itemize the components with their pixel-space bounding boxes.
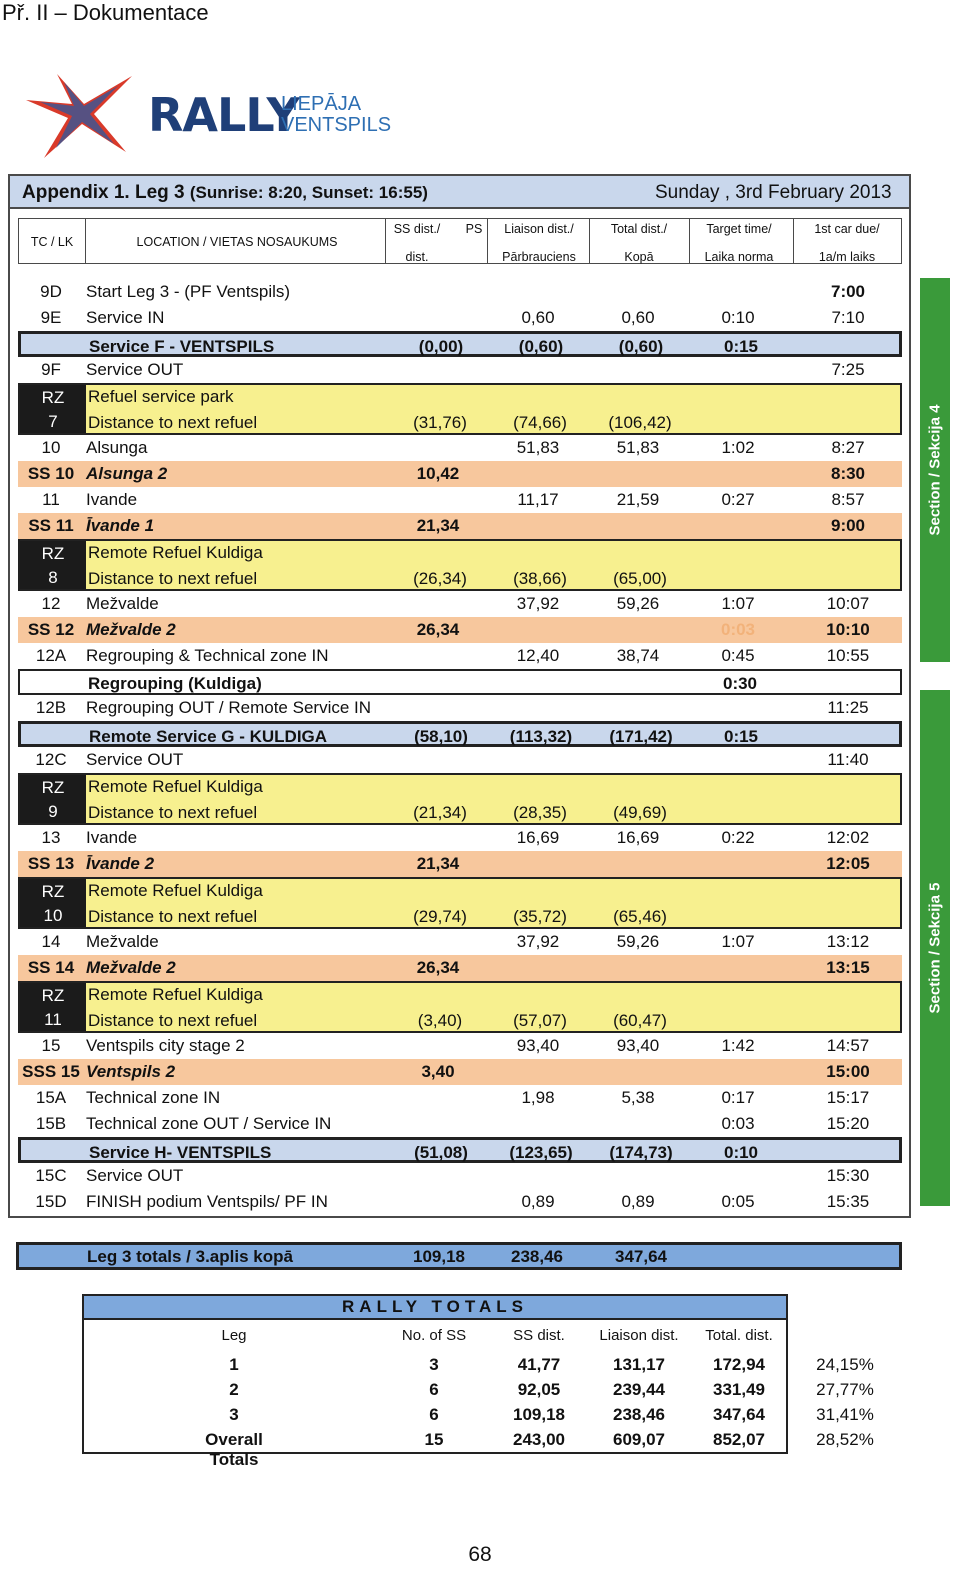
rally-totals-cell: 172,94: [713, 1355, 765, 1374]
column-headers: [18, 218, 902, 264]
rally-totals-row: [84, 1352, 786, 1378]
target-time: 1:07: [721, 932, 755, 951]
target-time: 0:10: [721, 308, 755, 327]
col-total-1: Total dist./: [610, 222, 668, 236]
location: Service H- VENTSPILS: [89, 1143, 272, 1162]
time-control-row: [18, 695, 902, 721]
leg-totals-bar: [16, 1242, 902, 1270]
ss-dist: 21,34: [416, 516, 460, 535]
rz-ss-dist: (31,76): [413, 413, 467, 432]
first-car-due: 10:55: [826, 646, 870, 665]
location: Service OUT: [86, 750, 184, 769]
location: Regrouping OUT / Remote Service IN: [86, 698, 372, 717]
rz-liaison-dist: (35,72): [513, 907, 567, 926]
time-control-row: [18, 643, 902, 669]
rally-totals-cell: 131,17: [613, 1355, 665, 1374]
tc-code: 10: [41, 438, 61, 457]
first-car-due: 15:17: [826, 1088, 870, 1107]
tc-code: 12C: [35, 750, 67, 769]
logo-rally-text: RALLY: [148, 88, 299, 142]
col-location: LOCATION / VIETAS NOSAUKUMS: [136, 235, 338, 249]
ss-dist: 21,34: [416, 854, 460, 873]
col-total-2: Kopā: [624, 250, 654, 264]
target-time: 0:10: [723, 1143, 759, 1162]
location: Alsunga: [86, 438, 148, 457]
target-time: 0:30: [722, 674, 758, 693]
time-control-row: [18, 1085, 902, 1111]
refuel-zone-row: [18, 981, 902, 1033]
first-car-due: 13:12: [826, 932, 870, 951]
rz-distance-label: Distance to next refuel: [88, 907, 258, 926]
first-car-due: 11:40: [827, 750, 869, 769]
tc-code: 15: [41, 1036, 61, 1055]
col-liaison-2: Pārbrauciens: [502, 250, 576, 264]
target-time: 1:02: [721, 438, 755, 457]
rz-code: RZ: [41, 778, 65, 797]
rz-total-dist: (65,46): [613, 907, 667, 926]
rz-location: Remote Refuel Kuldiga: [88, 985, 263, 1004]
tc-code: 11: [42, 490, 60, 509]
refuel-zone-tc: [20, 775, 86, 823]
logo-sub2: VENTSPILS: [281, 114, 392, 136]
first-car-due: 8:57: [831, 490, 865, 509]
location: Mežvalde: [86, 932, 159, 951]
col-target-2: Laika norma: [704, 250, 774, 264]
rz-total-dist: (49,69): [613, 803, 667, 822]
first-car-due: 7:00: [830, 282, 866, 301]
liaison-dist: 37,92: [516, 594, 560, 613]
location: Remote Service G - KULDIGA: [89, 727, 328, 746]
rally-star-icon: [22, 66, 152, 162]
tc-code: 12: [41, 594, 61, 613]
first-car-due: 7:25: [831, 360, 865, 379]
total-dist: (171,42): [609, 727, 673, 746]
tc-code: 9E: [40, 308, 62, 327]
tc-code: SS 12: [27, 620, 75, 639]
rz-code: RZ: [41, 986, 65, 1005]
refuel-zone-tc: [20, 541, 86, 589]
target-time: 0:27: [721, 490, 755, 509]
refuel-zone-row: [18, 877, 902, 929]
col-firstcar-1: 1st car due/: [814, 222, 880, 236]
col-target-1: Target time/: [706, 222, 772, 236]
refuel-zone-tc: [20, 983, 86, 1031]
location: Technical zone OUT / Service IN: [86, 1114, 332, 1133]
rz-total-dist: (65,00): [613, 569, 667, 588]
rz-ss-dist: (21,34): [413, 803, 467, 822]
first-car-due: 9:00: [830, 516, 866, 535]
total-dist: 21,59: [616, 490, 660, 509]
tc-code: 15B: [35, 1114, 67, 1133]
appendix-title: [22, 182, 428, 204]
liaison-dist: 93,40: [516, 1036, 560, 1055]
rz-location: Remote Refuel Kuldiga: [88, 777, 263, 796]
location: Ventspils 2: [86, 1062, 176, 1081]
tc-code: 12A: [35, 646, 67, 665]
rz-code: RZ: [41, 388, 65, 407]
location: Ivande: [86, 828, 138, 847]
liaison-dist: (113,32): [509, 727, 573, 746]
liaison-dist: 51,83: [516, 438, 560, 457]
logo-sub1: LIEPĀJA: [281, 93, 362, 115]
rz-location: Remote Refuel Kuldiga: [88, 881, 263, 900]
section-4-bar: [920, 278, 950, 662]
rally-totals-cell: 2: [229, 1380, 239, 1399]
time-control-row: [18, 357, 902, 383]
liaison-dist: 16,69: [516, 828, 560, 847]
rally-totals-row: [84, 1377, 786, 1403]
rz-ss-dist: (29,74): [413, 907, 467, 926]
rz-distance-label: Distance to next refuel: [88, 413, 258, 432]
ss-dist: (58,10): [414, 727, 468, 746]
target-time: 1:42: [721, 1036, 755, 1055]
liaison-dist: 0,60: [521, 308, 555, 327]
location: Start Leg 3 - (PF Ventspils): [86, 282, 291, 301]
rally-totals-cell: 3: [229, 1405, 239, 1424]
liaison-dist: 0,89: [521, 1192, 555, 1211]
first-car-due: 12:05: [826, 854, 870, 873]
rally-totals-cell: 15: [424, 1430, 444, 1449]
refuel-zone-row: [18, 539, 902, 591]
first-car-due: 15:30: [826, 1166, 870, 1185]
tc-code: 12B: [35, 698, 67, 717]
location: Mežvalde 2: [86, 958, 176, 977]
location: Technical zone IN: [86, 1088, 221, 1107]
location: Regrouping (Kuldiga): [88, 674, 262, 693]
liaison-dist: 37,92: [516, 932, 560, 951]
time-control-row: [18, 1163, 902, 1189]
rz-number: 8: [48, 568, 58, 587]
rz-liaison-dist: (74,66): [513, 413, 567, 432]
location: Service F - VENTSPILS: [89, 337, 275, 356]
rally-totals-percent: 31,41%: [816, 1405, 874, 1424]
first-car-due: 10:07: [826, 594, 870, 613]
section-5-label: Section / Sekcija 5: [926, 882, 944, 1014]
liaison-dist: 1,98: [521, 1088, 555, 1107]
time-control-row: [18, 305, 902, 331]
document-header: Př. II – Dokumentace: [2, 0, 209, 25]
leg-totals-liaison: 238,46: [511, 1247, 563, 1266]
rally-totals-cell: 41,77: [517, 1355, 561, 1374]
rally-totals-cell: 239,44: [613, 1380, 665, 1399]
target-time: 0:45: [721, 646, 755, 665]
target-time: 1:07: [721, 594, 755, 613]
first-car-due: 11:25: [827, 698, 869, 717]
total-dist: 16,69: [616, 828, 660, 847]
appendix-date: Sunday , 3rd February 2013: [655, 182, 892, 203]
rally-totals-cell: 347,64: [713, 1405, 765, 1424]
time-control-row: [18, 929, 902, 955]
special-stage-row: [18, 955, 902, 981]
first-car-due: 14:57: [826, 1036, 870, 1055]
location: Regrouping & Technical zone IN: [86, 646, 329, 665]
time-control-row: [18, 747, 902, 773]
refuel-zone-row: [18, 773, 902, 825]
total-dist: 93,40: [616, 1036, 660, 1055]
col-tc: TC / LK: [30, 235, 74, 249]
rz-liaison-dist: (28,35): [513, 803, 567, 822]
refuel-zone-tc: [20, 385, 86, 433]
tc-code: SS 13: [27, 854, 75, 873]
first-car-due: 13:15: [826, 958, 870, 977]
rally-totals-row: [84, 1402, 786, 1428]
time-control-row: [18, 591, 902, 617]
total-dist: (0,60): [618, 337, 664, 356]
refuel-zone-tc: [20, 879, 86, 927]
rz-distance-label: Distance to next refuel: [88, 1011, 258, 1030]
service-row: [18, 331, 902, 357]
rz-number: 10: [43, 906, 63, 925]
col-ps: PS: [465, 222, 483, 236]
tc-code: 9D: [40, 282, 62, 301]
target-time: 0:17: [721, 1088, 755, 1107]
first-car-due: 7:10: [831, 308, 865, 327]
first-car-due: 15:20: [826, 1114, 870, 1133]
tc-code: SS 11: [28, 516, 74, 535]
rz-liaison-dist: (57,07): [513, 1011, 567, 1030]
first-car-due: 15:35: [826, 1192, 870, 1211]
rz-distance-label: Distance to next refuel: [88, 803, 258, 822]
rz-total-dist: (106,42): [608, 413, 672, 432]
location: Service OUT: [86, 360, 184, 379]
total-dist: 5,38: [621, 1088, 655, 1107]
first-car-due: 12:02: [826, 828, 870, 847]
rally-totals-cell: 243,00: [513, 1430, 565, 1449]
leg-totals-ss: 109,18: [413, 1247, 465, 1266]
tc-code: SS 14: [27, 958, 75, 977]
service-row: [18, 721, 902, 747]
rz-code: RZ: [41, 882, 65, 901]
ss-dist: (0,00): [418, 337, 464, 356]
rz-number: 7: [48, 412, 58, 431]
time-control-row: [18, 1189, 902, 1215]
service-row: [18, 1137, 902, 1163]
liaison-dist: (123,65): [509, 1143, 573, 1162]
rally-totals-cell: Liaison dist.: [599, 1327, 679, 1344]
tc-code: 15A: [35, 1088, 67, 1107]
rally-totals-cell: 1: [229, 1355, 239, 1374]
rz-liaison-dist: (38,66): [513, 569, 567, 588]
rally-totals-percent: 24,15%: [816, 1355, 874, 1374]
liaison-dist: 11,17: [517, 490, 559, 509]
ss-dist: (51,08): [414, 1143, 468, 1162]
ss-dist: 26,34: [416, 620, 460, 639]
location: Service IN: [86, 308, 165, 327]
tc-code: 15D: [35, 1192, 67, 1211]
target-time: 0:05: [721, 1192, 755, 1211]
appendix-title-text: Appendix 1. Leg 3: [22, 182, 185, 203]
rz-location: Remote Refuel Kuldiga: [88, 543, 263, 562]
location: Īvande 1: [86, 516, 155, 535]
col-ss-1: SS dist./: [393, 222, 441, 236]
time-control-row: [18, 825, 902, 851]
tc-code: 13: [41, 828, 61, 847]
rz-ss-dist: (3,40): [417, 1011, 463, 1030]
rally-totals-cell: No. of SS: [401, 1327, 467, 1344]
rally-totals-header-row: [84, 1324, 786, 1350]
target-time: 0:15: [723, 727, 759, 746]
rz-code: RZ: [41, 544, 65, 563]
refuel-zone-row: [18, 383, 902, 435]
location: Service OUT: [86, 1166, 184, 1185]
first-car-due: 8:30: [830, 464, 866, 483]
target-time: 0:03: [720, 620, 756, 639]
time-control-row: [18, 279, 902, 305]
rz-ss-dist: (26,34): [413, 569, 467, 588]
target-time: 0:15: [723, 337, 759, 356]
rally-totals-cell: 92,05: [517, 1380, 561, 1399]
rally-totals-cell: 609,07: [613, 1430, 665, 1449]
target-time: 0:22: [721, 828, 755, 847]
tc-code: SS 10: [27, 464, 75, 483]
col-liaison-1: Liaison dist./: [504, 222, 574, 236]
liaison-dist: 12,40: [516, 646, 560, 665]
total-dist: 51,83: [616, 438, 660, 457]
rally-totals-cell: 331,49: [713, 1380, 765, 1399]
rz-number: 9: [48, 802, 58, 821]
first-car-due: 15:00: [826, 1062, 870, 1081]
leg-totals-label: Leg 3 totals / 3.aplis kopā: [87, 1247, 293, 1266]
total-dist: 0,89: [621, 1192, 655, 1211]
location: FINISH podium Ventspils/ PF IN: [86, 1192, 328, 1211]
location: Mežvalde: [86, 594, 159, 613]
special-stage-row: [18, 513, 902, 539]
rally-totals-cell: 3: [429, 1355, 439, 1374]
col-firstcar-2: 1a/m laiks: [818, 250, 876, 264]
rz-distance-label: Distance to next refuel: [88, 569, 258, 588]
rally-totals-cell: Leg: [221, 1327, 247, 1344]
location: Mežvalde 2: [86, 620, 176, 639]
ss-dist: 10,42: [416, 464, 460, 483]
rally-totals-cell: 6: [429, 1405, 439, 1424]
rz-location: Refuel service park: [88, 387, 234, 406]
time-control-row: [18, 487, 902, 513]
total-dist: 38,74: [616, 646, 660, 665]
rally-totals-title: RALLY TOTALS: [84, 1296, 786, 1320]
ss-dist: 26,34: [416, 958, 460, 977]
col-ss-2: dist.: [405, 250, 429, 264]
section-4-label: Section / Sekcija 4: [926, 404, 944, 536]
special-stage-row: [18, 461, 902, 487]
appendix-sun: (Sunrise: 8:20, Sunset: 16:55): [189, 183, 428, 202]
rally-totals-cell: SS dist.: [513, 1327, 565, 1344]
rally-totals-cell: Overall Totals: [205, 1430, 263, 1469]
location: Ivande: [86, 490, 138, 509]
rally-totals-percent: 28,52%: [816, 1430, 874, 1449]
first-car-due: 8:27: [831, 438, 865, 457]
rally-totals-percent: 27,77%: [816, 1380, 874, 1399]
location: Ventspils city stage 2: [86, 1036, 245, 1055]
total-dist: 59,26: [616, 932, 660, 951]
liaison-dist: (0,60): [518, 337, 564, 356]
total-dist: 0,60: [621, 308, 655, 327]
rz-number: 11: [44, 1010, 62, 1029]
regroup-row: [18, 669, 902, 695]
leg-totals-total: 347,64: [615, 1247, 667, 1266]
rz-total-dist: (60,47): [613, 1011, 667, 1030]
total-dist: (174,73): [609, 1143, 673, 1162]
total-dist: 59,26: [616, 594, 660, 613]
tc-code: 15C: [35, 1166, 67, 1185]
time-control-row: [18, 1111, 902, 1137]
rally-totals-cell: 852,07: [713, 1430, 765, 1449]
section-5-bar: [920, 690, 950, 1206]
tc-code: 14: [41, 932, 61, 951]
special-stage-row: [18, 1059, 902, 1085]
tc-code: 9F: [41, 360, 61, 379]
page-number: 68: [468, 1543, 492, 1566]
tc-code: SSS 15: [22, 1062, 80, 1081]
time-control-row: [18, 435, 902, 461]
target-time: 0:03: [721, 1114, 755, 1133]
time-control-row: [18, 1033, 902, 1059]
rally-totals-row: [84, 1427, 786, 1469]
first-car-due: 10:10: [826, 620, 870, 639]
ss-dist: 3,40: [421, 1062, 455, 1081]
location: Alsunga 2: [86, 464, 168, 483]
special-stage-row: [18, 851, 902, 877]
logo-sub-text: [281, 94, 391, 136]
rally-totals-cell: Total. dist.: [705, 1327, 773, 1344]
rally-totals-cell: 6: [429, 1380, 439, 1399]
rally-totals-cell: 109,18: [513, 1405, 565, 1424]
rally-totals-cell: 238,46: [613, 1405, 665, 1424]
location: Īvande 2: [86, 854, 155, 873]
special-stage-row: [18, 617, 902, 643]
